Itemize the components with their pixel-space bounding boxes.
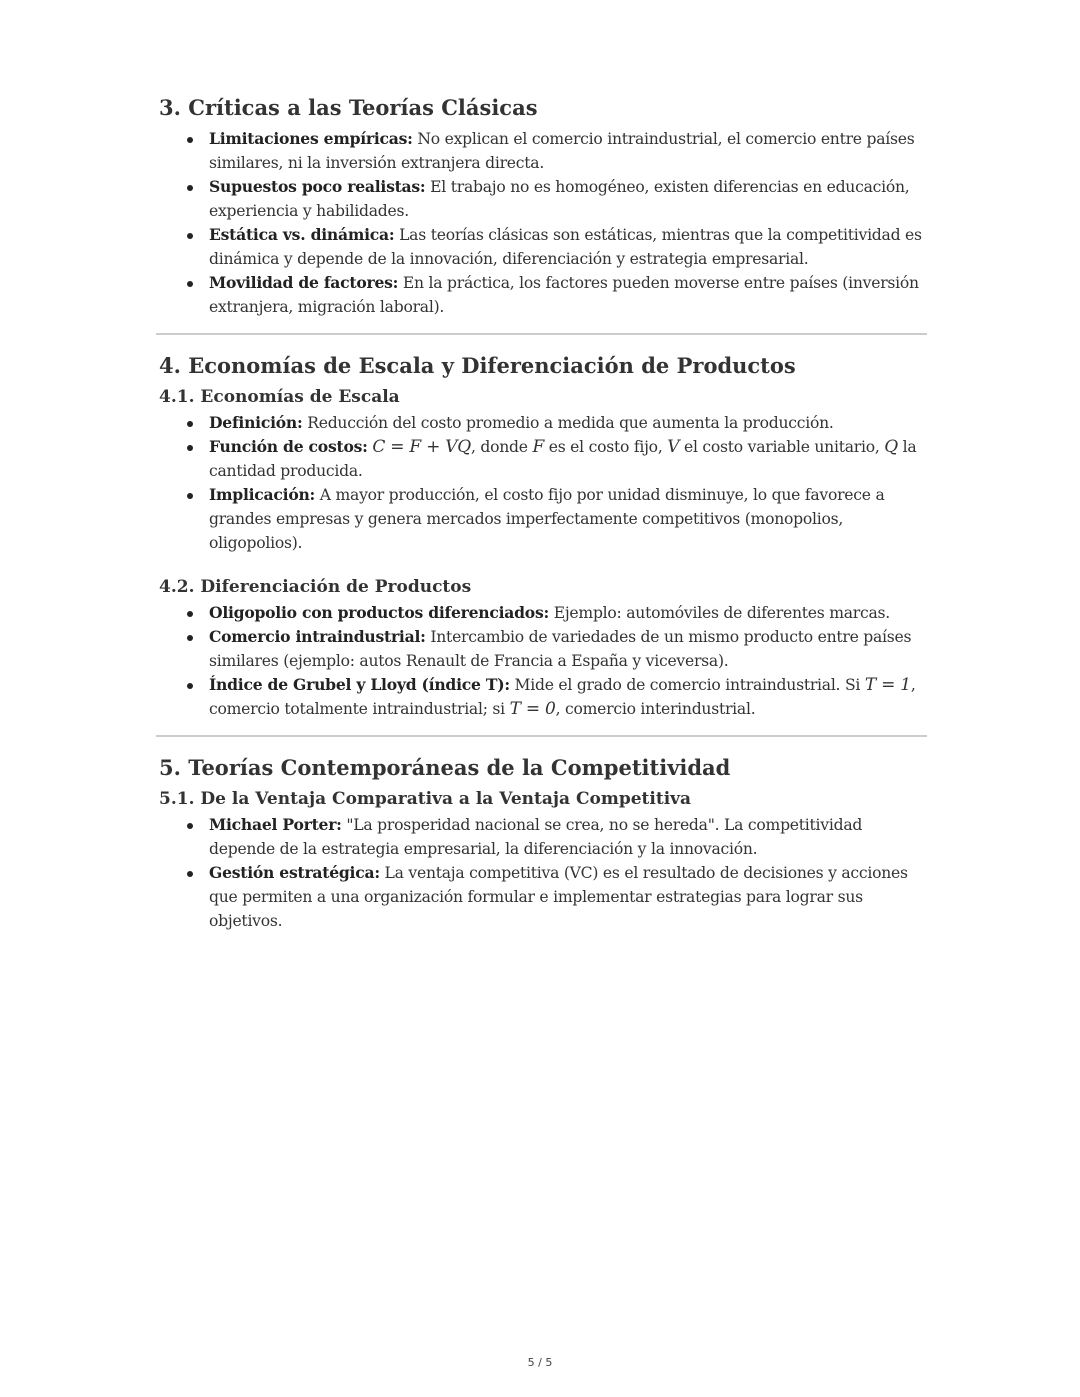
section-divider	[156, 735, 927, 737]
math-expression: F	[532, 437, 545, 457]
list-item	[209, 223, 924, 271]
page-number: 5 / 5	[527, 1356, 553, 1369]
item-label: Comercio intraindustrial:	[209, 627, 426, 646]
list-item	[209, 127, 924, 175]
item-label: Índice de Grubel y Lloyd (índice T):	[209, 675, 510, 694]
list-item	[209, 411, 924, 435]
item-label: Gestión estratégica:	[209, 863, 380, 882]
item-text: Intercambio de variedades de un mismo producto entre países similares (ejemplo: autos Renault de Francia a España y viceversa).	[209, 628, 912, 670]
item-text: Las teorías clásicas son estáticas, mientras que la competitividad es dinámica y depende de la innovación, diferenciación y estrategia empresarial.	[209, 226, 922, 268]
subsection-heading: 4.1. Economías de Escala	[159, 387, 400, 407]
section-heading: 5. Teorías Contemporáneas de la Competitividad	[159, 755, 731, 780]
spacer	[159, 555, 924, 575]
math-expression: T = 1	[864, 675, 911, 695]
item-label: Función de costos:	[209, 437, 368, 456]
item-text: "La prosperidad nacional se crea, no se hereda". La competitividad depende de la estrategia empresarial, la diferenciación y la innovación.	[209, 816, 863, 858]
item-text: El trabajo no es homogéneo, existen diferencias en educación, experiencia y habilidades.	[209, 178, 910, 220]
bullet-list	[159, 127, 924, 319]
item-text: , comercio totalmente intraindustrial; si	[209, 676, 916, 718]
item-text: Mide el grado de comercio intraindustrial. Si	[509, 676, 865, 694]
section-divider	[156, 333, 927, 335]
list-item	[209, 175, 924, 223]
subsection-heading: 4.2. Diferenciación de Productos	[159, 577, 472, 597]
item-text: A mayor producción, el costo fijo por unidad disminuye, lo que favorece a grandes empresas y genera mercados imperfectamente competitivos (monopolios, oligopolios).	[209, 486, 885, 552]
document-page	[159, 93, 924, 933]
section-heading: 4. Economías de Escala y Diferenciación de Productos	[159, 353, 796, 378]
item-text: , donde	[470, 438, 533, 456]
bullet-list	[159, 601, 924, 721]
subsection-heading: 5.1. De la Ventaja Comparativa a la Ventaja Competitiva	[159, 789, 692, 809]
math-expression: T = 0	[509, 699, 556, 719]
math-expression: V	[667, 437, 680, 457]
item-text: La ventaja competitiva (VC) es el resultado de decisiones y acciones que permiten a una organización formular e implementar estrategias para lograr sus objetivos.	[209, 864, 908, 930]
list-item	[209, 813, 924, 861]
item-text: No explican el comercio intraindustrial, el comercio entre países similares, ni la inversión extranjera directa.	[209, 130, 915, 172]
item-label: Oligopolio con productos diferenciados:	[209, 603, 549, 622]
item-text: En la práctica, los factores pueden moverse entre países (inversión extranjera, migración laboral).	[209, 274, 919, 316]
math-expression: Q	[884, 437, 898, 457]
bullet-list	[159, 813, 924, 933]
math-expression: C = F + VQ	[372, 437, 471, 457]
item-label: Michael Porter:	[209, 815, 342, 834]
item-label: Supuestos poco realistas:	[209, 177, 426, 196]
item-text: el costo variable unitario,	[679, 438, 885, 456]
section-heading: 3. Críticas a las Teorías Clásicas	[159, 95, 538, 120]
item-label: Implicación:	[209, 485, 316, 504]
item-text: es el costo fijo,	[544, 438, 668, 456]
item-label: Definición:	[209, 413, 303, 432]
list-item	[209, 271, 924, 319]
item-text: , comercio interindustrial.	[555, 700, 756, 718]
item-label: Limitaciones empíricas:	[209, 129, 413, 148]
list-item	[209, 861, 924, 933]
item-text: la cantidad producida.	[209, 438, 917, 480]
item-label: Movilidad de factores:	[209, 273, 399, 292]
list-item	[209, 625, 924, 673]
list-item	[209, 483, 924, 555]
list-item	[209, 673, 924, 721]
list-item	[209, 601, 924, 625]
list-item	[209, 435, 924, 483]
item-text: Ejemplo: automóviles de diferentes marcas.	[549, 604, 890, 622]
bullet-list	[159, 411, 924, 555]
item-text: Reducción del costo promedio a medida que aumenta la producción.	[302, 414, 834, 432]
item-label: Estática vs. dinámica:	[209, 225, 395, 244]
